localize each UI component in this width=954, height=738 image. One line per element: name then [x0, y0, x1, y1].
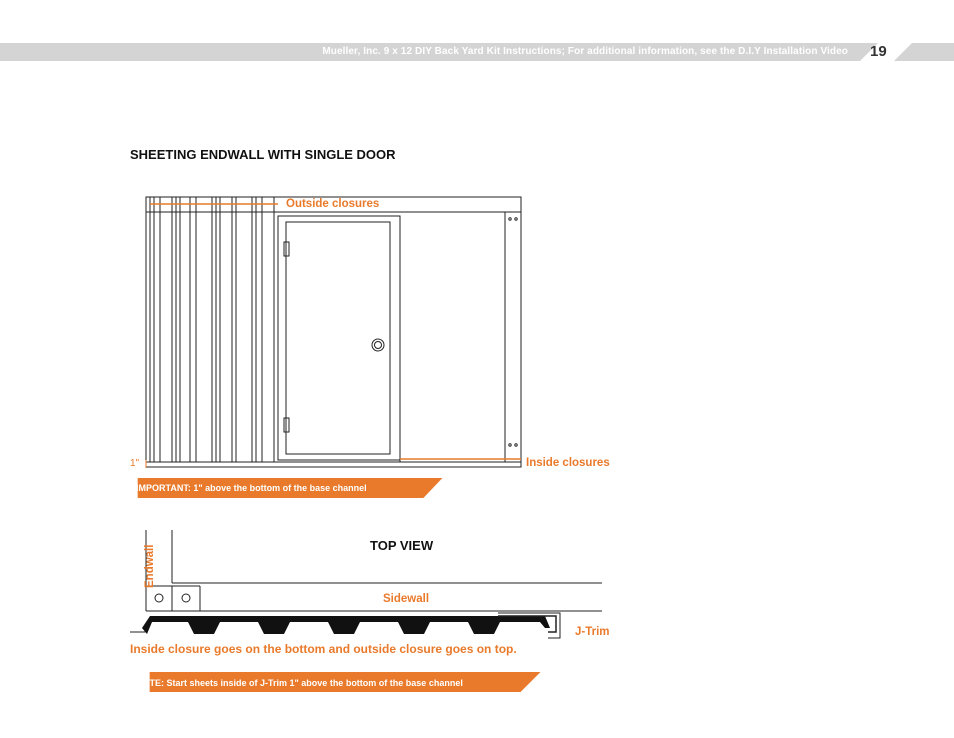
section-title: SHEETING ENDWALL WITH SINGLE DOOR	[130, 147, 396, 162]
header-title: Mueller, Inc. 9 x 12 DIY Back Yard Kit Instructions; For additional information, see the D.I.Y Installation Video	[322, 46, 848, 57]
page-number: 19	[870, 43, 887, 60]
top-view-title: TOP VIEW	[370, 538, 434, 553]
one-inch-label: 1"	[130, 458, 140, 469]
jtrim-label: J-Trim	[575, 626, 610, 638]
inside-closures-label: Inside closures	[526, 457, 610, 469]
closure-instruction: Inside closure goes on the bottom and outside closure goes on top.	[130, 642, 517, 656]
start-note: NOTE: Start sheets inside of J-Trim 1" above the bottom of the base channel	[136, 678, 463, 688]
outside-closures-label: Outside closures	[286, 198, 380, 210]
important-note: IMPORTANT: 1" above the bottom of the base channel	[136, 483, 367, 493]
endwall-label: Endwall	[144, 544, 156, 588]
sidewall-label: Sidewall	[383, 593, 430, 605]
